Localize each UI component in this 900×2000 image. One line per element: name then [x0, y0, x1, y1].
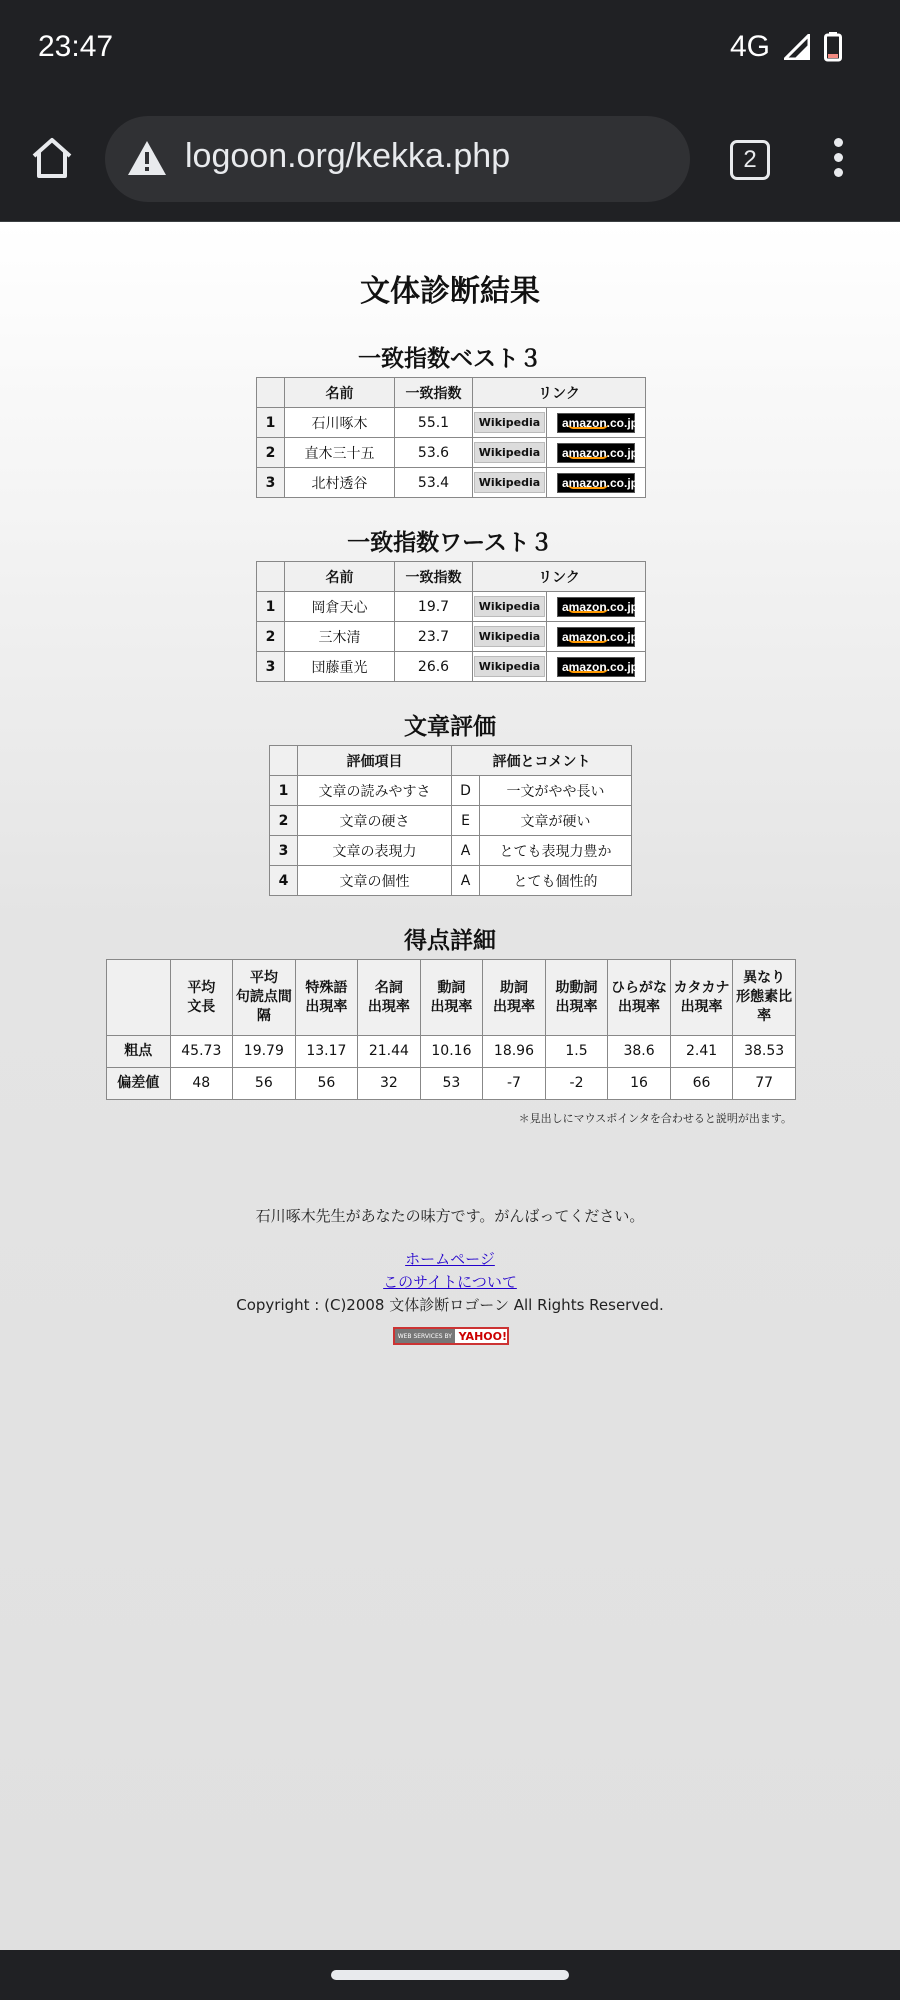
page-title: 文体診断結果 — [360, 274, 540, 309]
score-cell: -2 — [545, 1068, 608, 1100]
score-cell: 53.6 — [395, 438, 473, 468]
item-cell: 文章の硬さ — [298, 806, 452, 836]
wikipedia-link[interactable]: Wikipedia — [474, 656, 545, 677]
score-cell: 19.7 — [395, 592, 473, 622]
row-label: 偏差値 — [107, 1068, 171, 1100]
more-menu-icon[interactable] — [828, 138, 848, 184]
score-cell: 56 — [295, 1068, 358, 1100]
amazon-link[interactable]: amazon.co.jp — [557, 473, 635, 493]
column-header: リンク — [473, 562, 646, 592]
item-cell: 文章の読みやすさ — [298, 776, 452, 806]
comment-cell: とても表現力豊か — [480, 836, 632, 866]
score-cell: 38.53 — [733, 1036, 796, 1068]
score-cell: 32 — [358, 1068, 421, 1100]
column-header: 評価とコメント — [452, 746, 632, 776]
name-cell: 北村透谷 — [285, 468, 395, 498]
amazon-link[interactable]: amazon.co.jp — [557, 443, 635, 463]
wikipedia-link[interactable]: Wikipedia — [474, 472, 545, 493]
score-cell: 23.7 — [395, 622, 473, 652]
evaluation-table — [269, 745, 632, 896]
name-cell: 団藤重光 — [285, 652, 395, 682]
table-row — [107, 1068, 796, 1100]
score-cell: 48 — [170, 1068, 233, 1100]
rank-cell: 2 — [257, 622, 285, 652]
table-row — [257, 408, 646, 438]
score-cell: -7 — [483, 1068, 546, 1100]
status-time: 23:47 — [38, 30, 114, 63]
score-cell: 18.96 — [483, 1036, 546, 1068]
comment-cell: とても個性的 — [480, 866, 632, 896]
column-header: リンク — [473, 378, 646, 408]
rank-cell: 3 — [257, 652, 285, 682]
row-label: 粗点 — [107, 1036, 171, 1068]
home-gesture-handle[interactable] — [331, 1970, 569, 1980]
column-header: 評価項目 — [298, 746, 452, 776]
about-link[interactable]: このサイトについて — [383, 1273, 517, 1291]
column-header[interactable]: カタカナ 出現率 — [670, 960, 733, 1036]
browser-toolbar — [0, 100, 900, 222]
score-cell: 1.5 — [545, 1036, 608, 1068]
amazon-link[interactable]: amazon.co.jp — [557, 657, 635, 677]
network-type: 4G — [729, 30, 770, 63]
column-header[interactable]: 助詞 出現率 — [483, 960, 546, 1036]
score-cell: 16 — [608, 1068, 671, 1100]
name-cell: 三木清 — [285, 622, 395, 652]
comment-cell: 一文がやや長い — [480, 776, 632, 806]
table-row — [257, 438, 646, 468]
home-link[interactable]: ホームページ — [405, 1250, 495, 1268]
best-table — [256, 377, 646, 498]
wikipedia-link[interactable]: Wikipedia — [474, 596, 545, 617]
rank-cell: 4 — [270, 866, 298, 896]
table-row — [270, 866, 632, 896]
yahoo-web-services-badge[interactable]: WEB SERVICES BY YAHOO! — [393, 1327, 509, 1345]
tab-switcher-button[interactable]: 2 — [730, 140, 770, 180]
scores-heading: 得点詳細 — [404, 928, 496, 954]
copyright: Copyright : (C)2008 文体診断ロゴーン All Rights Reserved. — [236, 1296, 664, 1314]
wikipedia-link[interactable]: Wikipedia — [474, 626, 545, 647]
table-row — [270, 806, 632, 836]
table-row — [257, 622, 646, 652]
score-cell: 77 — [733, 1068, 796, 1100]
table-row — [257, 592, 646, 622]
grade-cell: A — [452, 836, 480, 866]
home-icon[interactable] — [28, 134, 76, 182]
name-cell: 岡倉天心 — [285, 592, 395, 622]
rank-cell: 2 — [257, 438, 285, 468]
score-cell: 21.44 — [358, 1036, 421, 1068]
grade-cell: D — [452, 776, 480, 806]
table-row — [270, 776, 632, 806]
column-header[interactable]: ひらがな 出現率 — [608, 960, 671, 1036]
rank-cell: 2 — [270, 806, 298, 836]
grade-cell: A — [452, 866, 480, 896]
score-cell: 66 — [670, 1068, 733, 1100]
item-cell: 文章の表現力 — [298, 836, 452, 866]
score-cell: 26.6 — [395, 652, 473, 682]
score-cell: 13.17 — [295, 1036, 358, 1068]
wikipedia-link[interactable]: Wikipedia — [474, 412, 545, 433]
worst-table — [256, 561, 646, 682]
column-header[interactable]: 動詞 出現率 — [420, 960, 483, 1036]
column-header[interactable]: 平均 文長 — [170, 960, 233, 1036]
amazon-link[interactable]: amazon.co.jp — [557, 597, 635, 617]
evaluation-heading: 文章評価 — [404, 714, 496, 740]
score-cell: 45.73 — [170, 1036, 233, 1068]
table-row — [107, 1036, 796, 1068]
score-cell: 38.6 — [608, 1036, 671, 1068]
score-cell: 53.4 — [395, 468, 473, 498]
warning-icon[interactable] — [127, 140, 167, 176]
rank-cell: 1 — [257, 592, 285, 622]
url-text[interactable]: logoon.org/kekka.php — [185, 137, 511, 175]
rank-cell: 3 — [257, 468, 285, 498]
score-cell: 10.16 — [420, 1036, 483, 1068]
page-content — [0, 222, 900, 1950]
table-row — [257, 468, 646, 498]
column-header: 一致指数 — [395, 378, 473, 408]
status-bar — [0, 0, 900, 100]
score-cell: 56 — [233, 1068, 296, 1100]
address-bar[interactable] — [105, 116, 690, 202]
name-cell: 直木三十五 — [285, 438, 395, 468]
rank-cell: 3 — [270, 836, 298, 866]
rank-cell: 1 — [257, 408, 285, 438]
column-header: 名前 — [285, 378, 395, 408]
column-header[interactable]: 平均 句読点間 隔 — [233, 960, 296, 1036]
navigation-bar — [0, 1950, 900, 2000]
table-row — [257, 652, 646, 682]
column-header: 一致指数 — [395, 562, 473, 592]
scores-note: ＊見出しにマウスポインタを合わせると説明が出ます。 — [518, 1112, 792, 1125]
closing-message: 石川啄木先生があなたの味方です。がんばってください。 — [255, 1207, 645, 1225]
column-header: 名前 — [285, 562, 395, 592]
status-icons — [730, 30, 842, 64]
scores-table — [106, 959, 796, 1100]
item-cell: 文章の個性 — [298, 866, 452, 896]
column-header[interactable]: 特殊語 出現率 — [295, 960, 358, 1036]
wikipedia-link[interactable]: Wikipedia — [474, 442, 545, 463]
score-cell: 2.41 — [670, 1036, 733, 1068]
score-cell: 19.79 — [233, 1036, 296, 1068]
score-cell: 53 — [420, 1068, 483, 1100]
name-cell: 石川啄木 — [285, 408, 395, 438]
table-row — [270, 836, 632, 866]
amazon-link[interactable]: amazon.co.jp — [557, 413, 635, 433]
signal-icon — [784, 34, 810, 60]
battery-icon — [824, 32, 842, 62]
column-header[interactable]: 助動詞 出現率 — [545, 960, 608, 1036]
grade-cell: E — [452, 806, 480, 836]
amazon-link[interactable]: amazon.co.jp — [557, 627, 635, 647]
worst-heading: 一致指数ワースト３ — [347, 530, 553, 556]
rank-cell: 1 — [270, 776, 298, 806]
best-heading: 一致指数ベスト３ — [358, 346, 542, 372]
column-header[interactable]: 異なり 形態素比 率 — [733, 960, 796, 1036]
column-header[interactable]: 名詞 出現率 — [358, 960, 421, 1036]
comment-cell: 文章が硬い — [480, 806, 632, 836]
score-cell: 55.1 — [395, 408, 473, 438]
